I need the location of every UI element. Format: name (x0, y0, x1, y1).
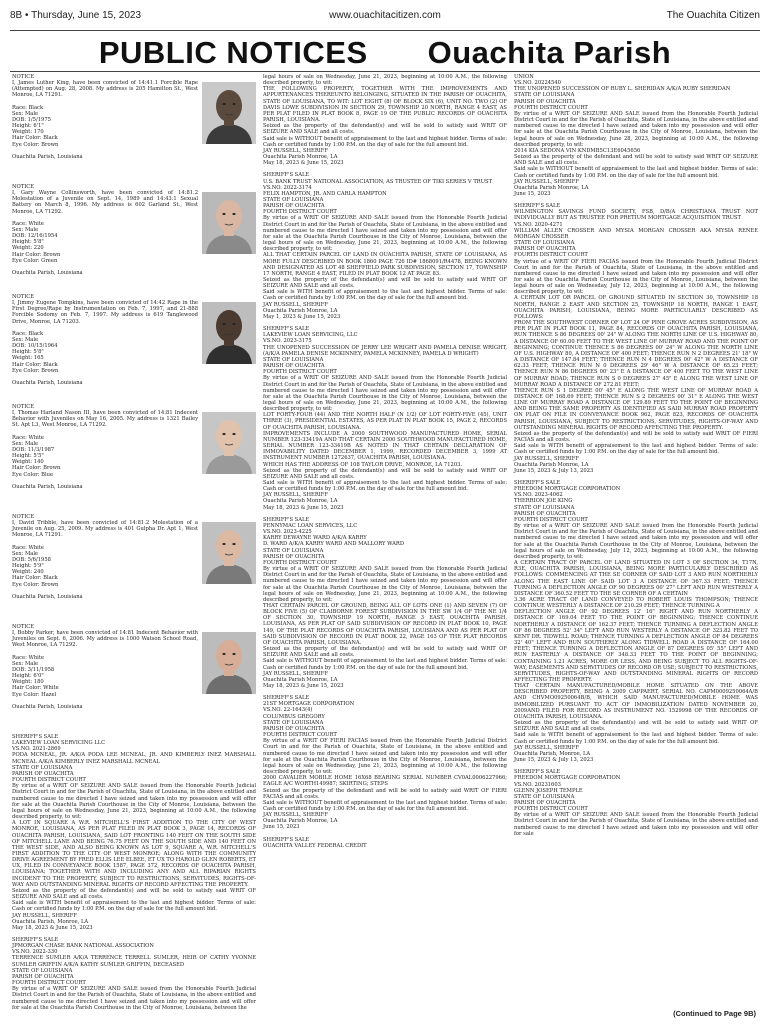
notice-paragraph: THERRION JOE KING (514, 498, 573, 505)
notice-paragraph: FOURTH DISTRICT COURT (263, 732, 337, 739)
notice-line: Ouachita Parish, Louisiana (12, 269, 83, 276)
notice-paragraph: VS.NO. 22-1643(4) (263, 707, 313, 714)
notice-line: Hair Color: Brown (12, 465, 61, 472)
notice-line: Height: 6'1" (12, 123, 44, 130)
notice-line: Height: 5'8" (12, 349, 44, 356)
mugshot (202, 82, 256, 144)
notice-line: DOB: 1/5/1975 (12, 116, 51, 123)
notice-line: Hair Color: Black (12, 135, 58, 142)
notice-line: Weight: 180 (12, 679, 44, 686)
notice-paragraph: Said sale is WITHOUT benefit of appraisement to the last and highest bidder. Terms of sale: Cash or certified funds by 1:00 P.M. on the day of sale for the full amount bid. (514, 166, 760, 179)
notice-paragraph: VS.NO. 20231603 (514, 781, 561, 788)
notice-paragraph: JAY RUSSELL, SHERIFF (514, 178, 579, 185)
notice-paragraph: PODA MCNEAL, JR. A/K/A PODA LEE MCNEAL, JR. AND KIMBERLY INEZ MARSHALL MCNEAL A/K/A KIMBERLY INEZ MARSHALL MCNEAL (12, 752, 258, 765)
notice-line: Race: White (12, 654, 44, 661)
notice-paragraph: By virtue of a WRIT OF SEIZURE AND SALE issued from the Honorable Fourth Judicial District Court in and for the Parish of Ouachita, State of Louisiana, in the above entitled and numbered cause to me directed I have seized and taken into my possession and will offer for sale at the Ouachita Parish Courthouse in the City of Monroe, Louisiana, between the legal hours of sale on Wednesday, June 21, 2023, beginning at 10:00 A.M., the following described property, to wit: (263, 566, 509, 603)
notice-paragraph: A CERTAIN LOT OR PARCEL OF GROUND SITUATED IN SECTION 30, TOWNSHIP 18 NORTH, RANGE 2 EAST AND SECTION 25, TOWNSHIP 18 NORTH, RANGE 1 EAST, OUACHITA PARISH, LOUISIANA, BEING MORE PARTICULARLY DESCRIBED AS FOLLOWS: (514, 295, 760, 320)
notice-line: Hair Color: Black (12, 575, 58, 582)
notice-paragraph: By virtue of a WRIT OF SEIZURE AND SALE issued from the Honorable Fourth Judicial District Court in and for the Parish of Ouachita, State of Louisiana, in the above entitled and numbered cause to me directed I have seized and taken into my possession and will offer for sale at the Ouachita Parish Courthouse in the City of Monroe, Louisiana, between the legal hours of sale on Wednesday, June 28, 2023, beginning at 10:00 A.M., the following described property, to wit: (514, 110, 760, 148)
notice-paragraph: THAT CERTAIN MANUFACTURED/MOBILE HOME SITUATED ON THE ABOVE DESCRIBED PROPERTY, BEING A 2009 CAPPAERT, SERIAL NO. CAPM0009250064A/B AND CHVMO09250064B/B, WHICH SAID MANUFACTURED/MOBILE HOME WAS IMMOBILIZED PURSUANT TO ACT OF IMMOBILIZATION DATED NOVEMBER 20, 2009AND FILED FOR RECORD AS INSTRUMENT NO. 1529998 OF THE RECORDS OF OUACHITA PARISH, LOUISIANA. (514, 683, 760, 720)
notice-paragraph: STATE OF LOUISIANA (514, 793, 575, 800)
notice-line: Ouachita Parish, Louisiana (12, 153, 83, 160)
notice-line: Sex: Male (12, 440, 39, 447)
notice-line: Weight: 140 (12, 459, 44, 466)
notice-paragraph: JAY RUSSELL, SHERIFF (12, 912, 77, 919)
notice-paragraph: TERRENCE SUMLER A/K/A TERRENCE TERRELL SUMLER, HEIR OF CATHY YVONNE SUMLER GRIFFIN A/K/A KATHY SUMLER GRIFFIN, DECEASED (12, 955, 258, 968)
notice-paragraph: U.S. BANK TRUST NATIONAL ASSOCIATION, AS TRUSTEE OF TIKI SERIES V TRUST (263, 178, 493, 185)
banner-rule (10, 71, 760, 72)
notice-paragraph: FOURTH DISTRICT COURT (514, 516, 588, 523)
notice-paragraph: FOURTH DISTRICT COURT (12, 980, 86, 987)
notice-paragraph: FOURTH DISTRICT COURT (514, 806, 588, 813)
notice-line: I, Thomas Harland Nason III, have been convicted of 14:81 Indecent Behavior with Juveniles on May 16, 2005. My address is 1321 Bailey St. Apt L3, West Monroe, LA 71292. (12, 410, 200, 429)
notice-paragraph: KARRY DEWAYNE WARD A/K/A KARRY (263, 535, 367, 542)
notice-line: DOB: 12/16/1954 (12, 233, 58, 240)
notice-paragraph: Seized as the property of the defendant(s) and will be sold to satisfy said WRIT OF SEIZURE AND SALE and all costs. (263, 646, 509, 659)
notice-line: Sex: Male (12, 550, 39, 557)
notice-paragraph: By virtue of a WRIT OF SEIZURE AND SALE issued from the Honorable Fourth Judicial District Court in and for the Parish of Ouachita, State of Louisiana, in the above entitled and numbered cause to me directed I have seized and taken into my possession and will offer for sale at the Ouachita Parish Courthouse in the City of Monroe, Louisiana, between the (12, 986, 258, 1011)
notice-paragraph: THE FOLLOWING PROPERTY, TOGETHER WITH THE IMPROVEMENTS AND APPURTENANCES THEREUNTO BELONGING, SITUATED IN THE PARISH OF OUACHITA, STATE OF LOUISIANA, TO WIT: LOT EIGHT (8) OF BLOCK SIX (6), UNIT NO. TWO (2) OF DAVIS LOWE SUBDIVISION IN SECTION 29, TOWNSHIP 20 NORTH, RANGE 4 EAST, AS PER PLAT FILED IN PLAT BOOK 8, PAGE 19 OF THE PUBLIC RECORDS OF OUACHITA PARISH, LOUISIANA. (263, 86, 509, 124)
notice-paragraph: Ouachita Parish Monroe, LA (263, 498, 338, 505)
notice-line: Sex: Male (12, 226, 39, 233)
notice-line: Race: Black (12, 330, 44, 337)
notice-paragraph: June 15, 2023 (514, 190, 551, 197)
notice-line: Race: Black (12, 104, 44, 111)
notice-paragraph: A LOT IN SQUARE A W.R. MITCHELL'S FIRST ADDITION TO THE CITY OF WEST MONROE, LOUISIANA, AS PER PLAT FILED IN PLAT BOOK 3, PAGE 14, RECORDS OF OUACHITA PARISH, LOUISIANA, SAID LOT FRONTING 140 FEET ON THE SOUTH SIDE OF MITCHELL LANE AND BEING 76.75 FEET ON THE SOUTH SIDE AND 140 FEET ON THE WEST SIDE, AND ALSO BEING KNOWN AS LOT 9, SQUARE A, W.R. MITCHELL'S FIRST ADDITION TO THE CITY OF WEST MONROE; ALONG WITH THE COMMUNITY DRIVE AGREEMENT BY FRED ELLIS LEE ELBEE, ET UX TO HAROLD GLEN ROBERTS, ET UX, FILED IN CONVEYANCE BOOK 1587, PAGE 372, RECORDS OF OUACHITA PARISH, LOUISIANA; TOGETHER WITH AND INCLUDING ANY AND ALL RIPARIAN RIGHTS INCIDENT TO THE PROPERTY, SUBJECT TO RESTRICTIONS, SERVITUDES, RIGHTS-OF-WAY AND OUTSTANDING MINERAL RIGHTS OF RECORD AFFECTING THE PROPERTY. (12, 820, 258, 888)
notice-paragraph: D. WARD A/K/A KARRY WARD AND MALLORY WARD (263, 541, 404, 548)
page-header (10, 4, 760, 30)
notice-line: Ouachita Parish, Louisiana (12, 703, 83, 710)
notice-paragraph: FREEDOM MORTGAGE CORPORATION (514, 775, 621, 782)
notice-line: DOB: 10/15/1964 (12, 343, 58, 350)
mugshot (202, 522, 256, 584)
notice-paragraph: PARISH OF OUACHITA (514, 98, 576, 105)
notice-paragraph: Seized as the property of the defendant(s) and will be sold to satisfy said WRIT OF SEIZURE AND SALE and all costs. (263, 123, 509, 136)
notice-paragraph: FOURTH DISTRICT COURT (263, 559, 337, 566)
notice-paragraph: PARISH OF OUACHITA (263, 203, 325, 210)
notice-paragraph: SHERIFF'S SALE (263, 695, 310, 702)
notice-heading: NOTICE (12, 294, 35, 300)
notice-paragraph: STATE OF LOUISIANA (263, 356, 324, 363)
notice-paragraph: Ouachita Parish, Monroe, LA (12, 918, 89, 925)
notice-line: Height: 5'5" (12, 453, 44, 460)
notice-paragraph: JAY RUSSELL, SHERIFF (263, 670, 328, 677)
notice-paragraph: PARISH OF OUACHITA (263, 363, 325, 370)
notice-paragraph: By virtue of a WRIT OF SEIZURE AND SALE issued from the Honorable Fourth Judicial District Court in and for the Parish of Ouachita, State of Louisiana, in the above entitled and numbered cause to me directed I have seized and taken into my possession and will offer for sale (514, 812, 760, 837)
notice-line: Hair Color: White (12, 685, 59, 692)
notice-line: Height: 6'0" (12, 673, 44, 680)
notice-paragraph: Ouachita Parish Monroe, LA (263, 307, 338, 314)
notice-paragraph: FOURTH DISTRICT COURT (12, 777, 86, 784)
offender-notice (12, 74, 256, 178)
notice-paragraph: THE UNOPENED SUCCESSION OF RUBY L. SHERIDAN A/K/A RUBY SHERIDAN (514, 86, 731, 93)
notice-line: Sex: Male (12, 660, 39, 667)
notice-paragraph: SHERIFF'S SALE (263, 836, 310, 843)
notice-paragraph: PARISH OF OUACHITA (263, 553, 325, 560)
notice-paragraph: May 18, 2023 & June 15, 2023 (12, 924, 93, 931)
notice-paragraph: SHERIFF'S SALE (12, 937, 59, 943)
notice-line: Ouachita Parish, Louisiana (12, 483, 83, 490)
notice-line: Weight: 165 (12, 355, 44, 362)
notice-paragraph: VS.NO. 2022-330 (12, 949, 58, 956)
notice-line: Race: White (12, 220, 44, 227)
notice-line: Eye Color: Hazel (12, 691, 57, 698)
notice-paragraph: STATE OF LOUISIANA (12, 764, 73, 771)
notice-paragraph: Seized as the property of the defendant and will be sold to satisfy said WRIT OF FIERI FACIAS and all costs. (263, 787, 509, 800)
notice-paragraph: legal hours of sale on Wednesday, June 21, 2023, beginning at 10:00 A.M., the following described property, to wit: (263, 74, 509, 87)
notice-line: I, David Tribble, have been convicted of 14:81.2 Molestation of a Juvenile on Aug. 25, 2009. My address is 401 Gulpha Dr. Apt 1, West Monroe, LA 71291. (12, 520, 200, 539)
notice-paragraph: FELIX HAMPTON, JR. AND CARLA HAMPTON (263, 190, 387, 197)
notice-paragraph: VS.NO. 2023-4225 (263, 529, 312, 536)
notice-line: I, Gary Wayne Collinsworth, have been convicted of 14:81.2 Molestation of a Juvenile on Sept. 14, 1989 and 14:43.1 Sexual Battery on March 8, 1996. My address is 602 Garland St., West Monroe, LA 71292. (12, 190, 200, 215)
notice-paragraph: GLENN JOSEPH TEMPLE (514, 787, 583, 794)
notice-paragraph: JAY RUSSELL, SHERIFF (263, 147, 328, 154)
notice-paragraph: Ouachita Parish Monroe, LA (263, 676, 338, 683)
notice-paragraph: OUACHITA VALLEY FEDERAL CREDIT (263, 842, 367, 849)
notice-paragraph: Seized as the property of the defendant(s) and will be sold to satisfy said WRIT OF SEIZURE AND SALE and all costs. (263, 277, 509, 290)
notice-line: Race: White (12, 434, 44, 441)
notice-paragraph: PARISH OF OUACHITA (12, 973, 74, 980)
notice-line: DOB: 3/11/1958 (12, 666, 55, 673)
notice-line: DOB: 11/3/1987 (12, 446, 55, 453)
notice-paragraph: JAY RUSSELL, SHERIFF (263, 812, 328, 819)
notice-paragraph: STATE OF LOUISIANA (263, 196, 324, 203)
notice-paragraph: COLUMBUS GREGORY (263, 713, 325, 720)
page-number: 8B (10, 10, 23, 21)
notice-paragraph: STATE OF LOUISIANA (263, 547, 324, 554)
notice-paragraph: VS.NO. 2021-2869 (12, 746, 61, 753)
notice-paragraph: UNION (514, 74, 534, 80)
notice-paragraph: JPMORGAN CHASE BANK NATIONAL ASSOCIATION (12, 943, 154, 950)
notice-paragraph: May 18, 2023 & June 15, 2023 (263, 683, 344, 689)
notice-paragraph: June 15, 2023 (263, 824, 300, 831)
notice-paragraph: Seized as the property of the defendant(s) and will be sold to satisfy said WRIT OF SEIZURE AND SALE and all costs. (12, 887, 258, 901)
notice-line: Race: White (12, 544, 44, 551)
notice-paragraph: Seized as the property of the defendant(s) and will be sold to satisfy said WRIT OF SEIZURE AND SALE and all costs. (514, 720, 760, 733)
mugshot-photo (202, 82, 256, 144)
column-1 (12, 74, 256, 1010)
notice-paragraph: 2014 KIA SEDONA VIN KNDMB5C13E6045656 (514, 147, 641, 154)
notice-paragraph: SHERIFF'S SALE (263, 172, 310, 179)
notice-paragraph: IMPROVEMENTS INCLUDE A 2000 SOUTHWOOD MANUFACTURED HOME, SERIAL NUMBER 123-33419A AND THAT CERTAIN 2000 SOUTHWOOD MANUFACTURED HOME, SERIAL NUMBER 123-33419B AS NOTED IN THAT CERTAIN DECLARATION OF IMMOVABILITY DATED DECEMBER 1, 1999, RECORDED DECEMBER 3, 1999 AT INSTRUMENT NUMBER 1272637, OUACHITA PARISH, LOUISIANA. (263, 430, 509, 462)
notice-paragraph: SHERIFF'S SALE (263, 326, 310, 333)
notice-paragraph: Ouachita Parish, Monroe, LA (514, 750, 591, 757)
issue-date: Thursday, June 15, 2023 (31, 10, 142, 21)
notice-paragraph: LAKEVIEW LOAN SERVICING, LLC (263, 332, 358, 339)
notice-paragraph: PARISH OF OUACHITA (514, 246, 576, 253)
notice-paragraph: THE UNOPENED SUCCESSION OF JERRY LEE WRIGHT AND PAMELA DENISE WRIGHT, (A/K/A PAMELA DENISE MCKINNEY, PAMELA MCKINNEY, PAMELA D WRIGHT) (263, 344, 509, 357)
notice-paragraph: LAKEVIEW LOAN SERVICING LLC (12, 740, 106, 747)
notice-paragraph: May 18, 2023 & June 15, 2023 (263, 504, 344, 511)
header-rule (10, 30, 760, 31)
notice-paragraph: FOURTH DISTRICT COURT (263, 209, 337, 216)
notice-paragraph: Said sale is WITH benefit of appraisement to the last and highest bidder. Terms of sale: Cash or certified funds by 1:00 P.M. on the day of sale for the full amount bid. (12, 900, 258, 913)
mugshot (202, 412, 256, 474)
notice-paragraph: Said sale is WITHOUT benefit of appraisement to the last and highest bidder. Terms of sale: Cash or certified funds by 1:00 P.M. on the day of sale for the full amount bid. (263, 799, 509, 812)
notice-paragraph: 3.36 ACRE TRACT OF LAND CONVEYED TO ROBERT LOUIS THOMPSON; THENCE CONTINUE WESTERLY A DISTANCE OF 210.29 FEET; THENCE TURNING A (514, 596, 760, 610)
mugshot-photo (202, 192, 256, 254)
notice-paragraph: PARISH OF OUACHITA (514, 799, 576, 806)
notice-paragraph: Ouachita Parish Monroe, LA (514, 461, 589, 468)
column-2 (263, 74, 507, 1010)
notice-heading: NOTICE (12, 404, 35, 410)
notice-heading: NOTICE (12, 184, 35, 190)
notice-line: I, James Luther King, have been convicted of 14:41.1 Forcible Rape (Attempted) on Aug. 28, 2008. My address is 205 Hamilton St., West Monroe, LA 71291. (12, 80, 200, 99)
continued-note: (Continued to Page 9B) (673, 1009, 756, 1018)
notice-paragraph: SHERIFF'S SALE (514, 203, 561, 210)
notice-line: Eye Color: Brown (12, 141, 59, 148)
notice-paragraph: JAY RUSSELL, SHERIFF (514, 455, 579, 462)
notice-line: Hair Color: Brown (12, 251, 61, 258)
notice-paragraph: STATE OF LOUISIANA (263, 719, 324, 726)
notice-paragraph: Said sale is WITH benefit of appraisement to the last and highest bidder. Terms of sale: Cash or certified funds by 1:00 P.M. on the day of sale for the full amount bid. (263, 289, 509, 302)
column-3 (514, 74, 758, 1010)
notice-heading: NOTICE (12, 74, 35, 80)
notice-paragraph: JAY RUSSELL, SHERIFF (263, 301, 328, 308)
offender-notice (12, 294, 256, 398)
notice-paragraph: By virtue of a WRIT OF SEIZURE AND SALE issued from the Honorable Fourth Judicial District Court in and for the Parish of Ouachita, State of Louisiana, in the above entitled and numbered cause to me directed I have seized and taken into my possession and will offer for sale at the Ouachita Parish Courthouse in the City of Monroe, Louisiana, between the legal hours of sale on Wednesday, June 21, 2023, beginning at 10:00 A.M., the following described property, to wit: (12, 783, 258, 821)
notice-paragraph: Seized as the property of the defendant(s) and will be sold to satisfy said WRIT OF SEIZURE AND SALE and all costs. (263, 467, 509, 480)
notice-paragraph: FOURTH DISTRICT COURT (263, 369, 337, 376)
notice-paragraph: Said sale is WITH benefit of appraisement to the last and highest bidder. Terms of sale: Cash or certified funds by 1:00 P.M. on the day of sale for the full amount bid. (263, 480, 509, 493)
notice-paragraph: STATE OF LOUISIANA (12, 967, 73, 974)
notice-paragraph: FOURTH DISTRICT COURT (514, 104, 588, 111)
notice-paragraph: By virtue of a WRIT OF SEIZURE AND SALE issued from the Honorable Fourth Judicial District Court in and for the Parish of Ouachita, State of Louisiana, in the above entitled and numbered cause to me directed I have seized and taken into my possession and will offer for sale at the Ouachita Parish Courthouse in the City of Monroe, Louisiana, between the legal hours of sale on Wednesday, June 21, 2023, beginning at 10:00 A.M., the following described property, to wit: (263, 375, 509, 413)
notice-paragraph: STATE OF LOUISIANA (514, 92, 575, 99)
notice-paragraph: WILLIAM ALLEN CROSSER AND MYSIA MORGAN CROSSER AKA MYSIA RENEE MORGAN CROSSER (514, 227, 760, 240)
notice-paragraph: LOT FORTY-FOUR (44) AND THE NORTH HALF (N 1/2) OF LOT FORTY-FIVE (45), UNIT THREE (3), PRESIDENTIAL ESTATES, AS PER PLAT IN PLAT BOOK 15, PAGE 2, RECORDS OF OUACHITA PARISH, LOUISIANA. (263, 412, 509, 431)
site-url[interactable]: www.ouachitacitizen.com (329, 10, 441, 21)
notice-paragraph: FREEDOM MORTGAGE CORPORATION (514, 486, 621, 493)
notice-paragraph: 2000 CAVALIER MOBILE HOME 16X68 BEARING SERIAL NUMBER CV0AL0006227966; EAGLE A/C WORTH149987; SKIRTING; STEPS (263, 775, 509, 788)
mugshot (202, 192, 256, 254)
notice-line: Eye Color: Brown (12, 581, 59, 588)
notice-paragraph: VS.NO. 2022-3174 (263, 184, 312, 191)
mugshot (202, 302, 256, 364)
notice-paragraph: SHERIFF'S SALE (263, 516, 310, 523)
notice-paragraph: Ouachita Parish Monroe, LA (514, 184, 589, 191)
notice-line: Eye Color: Green (12, 257, 58, 264)
notice-line: DOB: 5/6/1958 (12, 556, 51, 563)
notice-line: Weight: 220 (12, 245, 44, 252)
notice-line: Sex: Male (12, 336, 39, 343)
notice-line: Height: 5'8" (12, 239, 44, 246)
mugshot-photo (202, 412, 256, 474)
notice-paragraph: Said sale is WITHOUT benefit of appraisement to the last and highest bidder. Terms of sale: Cash or certified funds by 1:00 P.M. on the day of sale for the full amount bid. (263, 135, 509, 148)
notice-paragraph: Said sale is WITHOUT benefit of appraisement to the last and highest bidder. Terms of sale: Cash or certified funds by 1:00 P.M. on the day of sale for the full amount bid. (263, 658, 509, 671)
notice-paragraph: May 18, 2023 & June 15, 2023 (263, 160, 344, 167)
notice-paragraph: PARISH OF OUACHITA (514, 510, 576, 517)
mugshot-photo (202, 522, 256, 584)
notice-line: Eye Color: Blue (12, 471, 54, 478)
notice-paragraph: VS.NO. 2020-4271 (514, 221, 563, 228)
notice-paragraph: WHICH HAS THE ADDRESS OF 108 TAYLOR DRIVE, MONROE, LA 71203. (263, 461, 463, 468)
notice-paragraph: SHERIFF'S SALE (514, 480, 561, 486)
notice-paragraph: STATE OF LOUISIANA (514, 504, 575, 511)
notice-line: Hair Color: Black (12, 361, 58, 368)
notice-paragraph: THAT CERTAIN PARCEL OF GROUND, BEING ALL OF LOTS ONE (1) AND SEVEN (7) OF BLOCK FIVE (5) OF CLAIBORNE FOREST SUBDIVISION IN THE SW 1/4 OF THE NE 1/4 OF SECTION 30, TOWNSHIP 19 NORTH, RANGE 3 EAST, OUACHITA PARISH, LOUISIANA, AS PER PLAT OF SAID SUBDIVISION OF RECORD IN PLAT BOOK 10, PAGE 149, OF THE PLAT RECORDS OF OUACHITA PARISH, LOUISIANA AND AS PER PLAT OF SAID SUBDIVISION OF RECORD IN PLAT BOOK 22, PAGE 163 OF THE PLAT RECORDS OF OUACHITA PARISH, LOUISIANA. (263, 602, 509, 646)
offender-notice (12, 184, 256, 288)
notice-line: I, Jimmy Eugene Tompkins, have been convicted of 14:42 Rape in the First Degree/Rape by Instrumentation on Feb. 7, 1997, and 21-888 Forcible Sodomy on Feb. 7, 1997. My address is 619 Tanglewood Drive, Monroe, LA 71203. (12, 300, 200, 325)
notice-paragraph: A CERTAIN TRACT OF PARCEL OF LAND SITUATED IN LOT 3 OF SECTION 34, T17N, R3E, OUACHITA PARISH, LOUISIANA, BEING MORE PARTICULARLY DESCRIBED AS FOLLOWS: COMMENCING AT THE SE CORNER OF SAID LOT 3 AND RUN NORTHERLY ALONG THE EAST LINE OF SAID LOT 3 A DISTANCE OF 367.33 FEET; THENCE TURNING A DEFLECTION ANGLE OF 90 DEGREES 00' 27" LEFT AND RUN WESTERLY A DISTANCE OF 360.52 FEET TO THE SE CORNER OF A CERTAIN (514, 560, 760, 597)
notice-paragraph: DEFLECTION ANGLE OF 92 DEGREES 12' 16" RIGHT AND RUN NORTHERLY A DISTANCE OF 169.04 FEET TO THE POINT OF BEGINNING; THENCE CONTINUE NORTHERLY A DISTANCE OF 162.37 FEET; THENCE TURNING A DEFLECTION ANGLE OF 86 DEGREES 52' 34" LEFT AND RUN WESTERLY A DISTANCE OF 323.82 FEET TO KENT DR. TIDWELL ROAD; THENCE TURNING A DEFLECTION ANGLE OF 84 DEGREES 32' 40" LEFT AND RUN SOUTHERLY ALONG TIDWELL ROAD A DISTANCE OF 164.00 FEET; THENCE TURNING A DEFLECTION ANGLE OF 87 DEGREES 05' 55" LEFT AND RUN EASTERLY A DISTANCE OF 348.33 FEET TO THE POINT OF BEGINNING; CONTAINING 1.21 ACRES, MORE OR LESS, AND BEING SUBJECT TO ALL RIGHTS-OF-WAY, EASEMENTS AND SERVITUDES OF RECORD OR USE; SUBJECT TO RESTRICTIONS, SERVITUDES, RIGHTS-OF-WAY AND OUTSTANDING MINERAL RIGHTS OF RECORD AFFECTING THE PROPERTY. (514, 609, 760, 683)
notice-line: Eye Color: Brown (12, 367, 59, 374)
notice-paragraph: May 1, 2023 & June 15, 2023 (263, 313, 341, 320)
notice-paragraph: VS.NO. 20224540 (514, 80, 561, 87)
notice-paragraph: JAY RUSSELL, SHERIFF (263, 492, 328, 499)
mugshot-photo (202, 302, 256, 364)
notice-heading: NOTICE (12, 624, 35, 630)
notice-paragraph: 21ST MORTGAGE CORPORATION (263, 701, 355, 708)
notice-paragraph: PENNYMAC LOAN SERVICES, LLC (263, 522, 358, 529)
separator-bullet: • (25, 10, 29, 21)
notice-heading: NOTICE (12, 514, 35, 520)
offender-notice (12, 404, 256, 508)
notice-paragraph: PARISH OF OUACHITA (263, 725, 325, 732)
notice-paragraph: By virtue of a WRIT OF SEIZURE AND SALE issued from the Honorable Fourth Judicial District Court in and for the Parish of Ouachita, State of Louisiana, in the above entitled and numbered cause to me directed I have seized and taken into my possession and will offer for sale at the Ouachita Parish Courthouse in the City of Monroe, Louisiana, between the legal hours of sale on Wednesday, June 21, 2023, beginning at 10:00 A.M., the following described property, to wit: (263, 215, 509, 253)
notice-paragraph: WILMINGTON SAVINGS FUND SOCIETY, FSB, D/B/A CHRISTIANA TRUST NOT INDIVIDUALLY BUT AS TRUSTEE FOR PRETIUM MORTGAGE ACQUISITION TRUST (514, 209, 760, 222)
notice-line: Sex: Male (12, 110, 39, 117)
notice-paragraph: Said sale is WITH benefit of appraisement to the last and highest bidder. Terms of sale: Cash or certified funds by 1:00 P.M. on the day of sale for the full amount bid. (514, 732, 760, 745)
mugshot-photo (202, 632, 256, 694)
notice-paragraph: VS.NO. 2023-4062 (514, 492, 563, 499)
notice-paragraph: Ouachita Parish Monroe, LA (263, 818, 338, 825)
notice-paragraph: ALL THAT CERTAIN PARCEL OF LAND IN OUACHITA PARISH, STATE OF LOUISIANA, AS MORE FULLY DESCRIBED IN BOOK 1860 PAGE 726 ID# 1868091/R4478, BEING KNOWN AND DESIGNATED AS LOT 48 SHEFFIELD PARK SUBDIVISION, SECTION 17, TOWNSHIP 17 NORTH, RANGE 4 EAST, FILED IN PLAT BOOK 12 AT PAGE 83. (263, 252, 509, 277)
notice-paragraph: By virtue of a WRIT OF FIERI FACIAS issued from the Honorable Fourth Judicial District Court in and for the Parish of Ouachita, State of Louisiana, in the above entitled and numbered cause to me directed I have seized and taken into my possession and will offer for sale at the Ouachita Parish Courthouse in the City of Monroe, Louisiana, between the legal hours of sale on Wednesday, July 12, 2023, beginning at 10:00 A.M., the following described property, to wit: (514, 258, 760, 296)
notice-paragraph: SHERIFF'S SALE (514, 769, 561, 776)
notice-line: Ouachita Parish, Louisiana (12, 379, 83, 386)
notice-paragraph: June 15, 2023 & July 13, 2023 (514, 467, 594, 474)
notice-line: I, Bobby Parker, have been convicted of 14:81 Indecent Behavior with Juveniles on Sept. 6, 2006. My address is 1000 Watson School Road, West Monroe, LA 71292. (12, 630, 200, 649)
notice-paragraph: By virtue of a WRIT OF FIERI FACIAS issued from the Honorable Fourth Judicial District Court in and for the Parish of Ouachita, State of Louisiana, in the above entitled and numbered cause to me directed I have seized and taken into my possession and will offer for sale at the Ouachita Parish Courthouse in the City of Monroe, Louisiana, between the legal hours of sale on Wednesday, June 21, 2023, beginning at 10:00 A.M., the following described property, to wit: (263, 738, 509, 776)
notice-line: Height: 5'9" (12, 563, 44, 570)
notice-line: Weight: 240 (12, 569, 44, 576)
notice-paragraph: VS.NO. 2023-3175 (263, 338, 312, 345)
mugshot (202, 632, 256, 694)
banner-parish: Ouachita Parish (427, 35, 672, 70)
notice-paragraph: PARISH OF OUACHITA (12, 770, 74, 777)
notice-paragraph: JAY RUSSELL, SHERIFF (514, 744, 579, 751)
notice-paragraph: Ouachita Parish Monroe, LA (263, 154, 338, 161)
notice-paragraph: June 15, 2023 & July 13, 2023 (514, 757, 594, 764)
offender-notice (12, 514, 256, 618)
notice-paragraph: THENCE RUN S 1 DEGREE 00' 45" E ALONG THE WEST LINE OF MURRAY ROAD A DISTANCE OF 168.69 FEET; THENCE RUN S 2 DEGREES 00' 31" E ALONG THE WEST LINE OF MURRAY ROAD A DISTANCE OF 129.89 FEET TO THE POINT OF BEGINNING AND BEING THE SAME PROPERTY AS IDENTIFIED AS SAID MURRAY ROAD PROPERTY ON PLAT ON FILE IN CONVEYANCE BOOK 962, PAGE 823, RECORDS OF OUACHITA PARISH, LOUISIANA, SUBJECT TO RESTRICTIONS, SERVITUDES, RIGHTS-OF-WAY AND OUTSTANDING MINERAL RIGHTS OF RECORD AFFECTING THE PROPERTY. (514, 387, 760, 431)
notice-paragraph: Seized as the property of the defendant(s) and will be sold to satisfy said WRIT OF FIERI FACIAS and all costs. (514, 430, 760, 444)
paper-name: The Ouachita Citizen (666, 10, 760, 21)
notice-paragraph: SHERIFF'S SALE (12, 734, 59, 740)
notice-paragraph: By virtue of a WRIT OF SEIZURE AND SALE issued from the Honorable Fourth Judicial District Court in and for the Parish of Ouachita, State of Louisiana, in the above entitled and numbered cause to me directed I have seized and taken into my possession and will offer for sale at the Ouachita Parish Courthouse in the City of Monroe, Louisiana, between the legal hours of sale on Wednesday, July 12, 2023, beginning at 10:00 A.M., the following described property, to wit: (514, 523, 760, 560)
notice-paragraph: Seized as the property of the defendant and will be sold to satisfy said WRIT OF SEIZURE AND SALE and all costs. (514, 154, 760, 167)
notice-line: Ouachita Parish, Louisiana (12, 593, 83, 600)
notice-paragraph: STATE OF LOUISIANA (514, 240, 575, 247)
offender-notice (12, 624, 256, 728)
section-banner (10, 36, 760, 70)
notice-paragraph: FROM THE SOUTHWEST CORNER OF LOT 24 OF PINE GROVE ACRES SUBDIVISION, AS PER PLAT IN PLAT BOOK 11, PAGE 84, RECORDS OF OUACHITA PARISH, LOUISIANA, RUN THENCE S 86 DEGREES 00' 24" W ALONG THE NORTH LINE OF U.S. HIGHWAY 80, A DISTANCE OF 60.00 FEET TO THE WEST LINE OF MURRAY ROAD AND THE POINT OF BEGINNING; CONTINUE THENCE S 86 DEGREES 00' 24" W ALONG THE NORTH LINE OF U.S. HIGHWAY 80, A DISTANCE OF 400 FEET; THENCE RUN N 2 DEGREES 21' 18" W A DISTANCE OF 147.84 FEET; THENCE RUN N 4 DEGREES 00' 42" W A DISTANCE OF 62.33 FEET; THENCE RUN N 0 DEGREES 29' 46" W A DISTANCE OF 65.23 FEET; THENCE RUN N 86 DEGREES 00' 23" E A DISTANCE OF 400 FEET TO THE WEST LINE OF MURRAY ROAD; THENCE RUN S 0 DEGREES 27' 45" E ALONG THE WEST LINE OF MURRAY ROAD A DISTANCE OF 272.81 FEET; (514, 320, 760, 388)
notice-paragraph: Said sale is WITH benefit of appraisement to the last and highest bidder. Terms of sale: Cash or certified funds by 1:00 P.M. on the day of sale for the full amount bid. (514, 443, 760, 456)
notice-line: Weight: 170 (12, 129, 44, 136)
banner-title: PUBLIC NOTICES (98, 35, 368, 70)
notice-paragraph: FOURTH DISTRICT COURT (514, 252, 588, 259)
